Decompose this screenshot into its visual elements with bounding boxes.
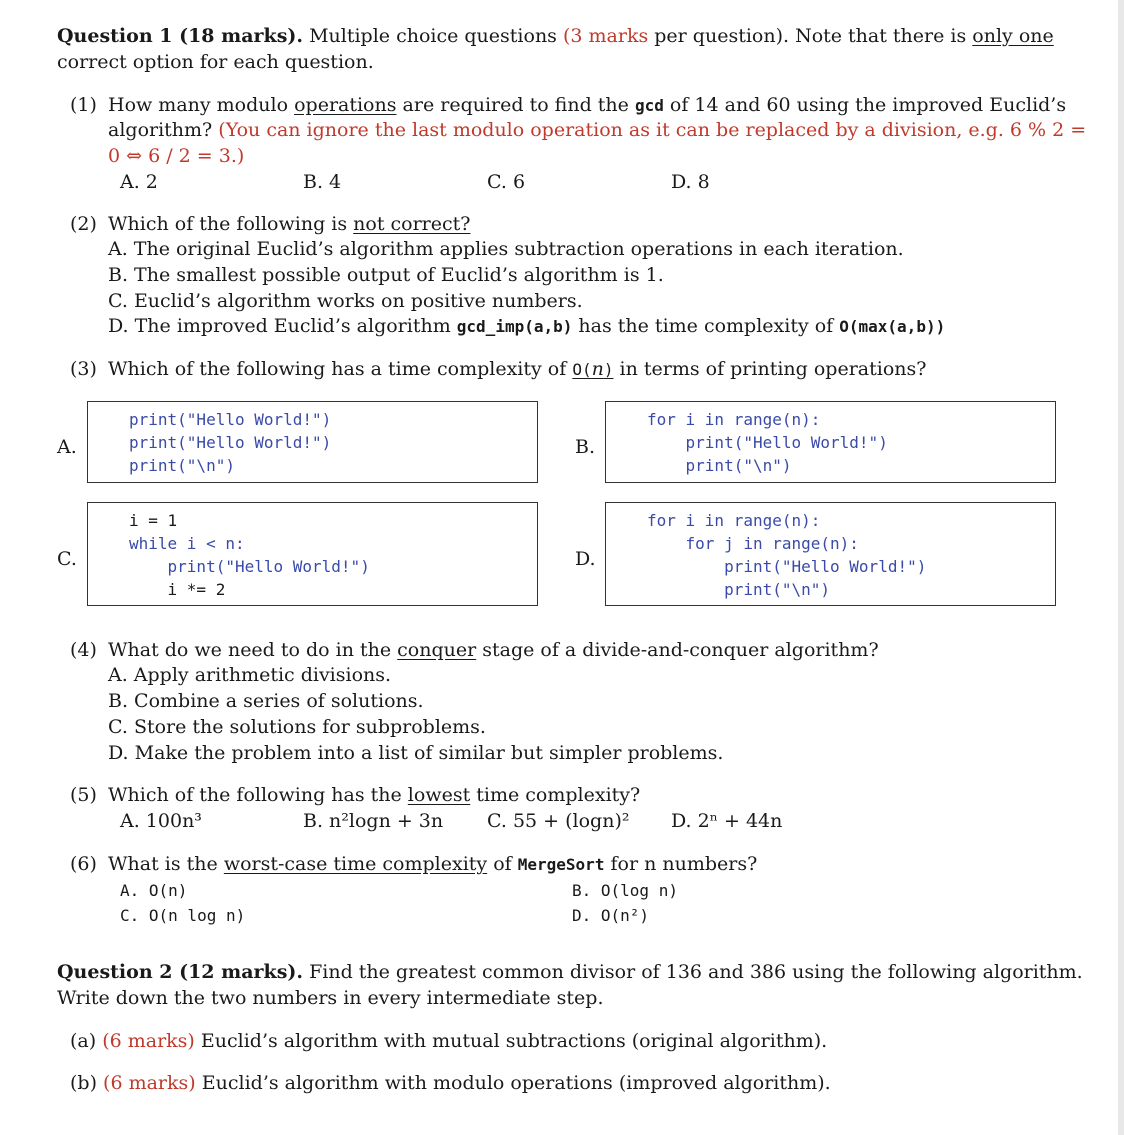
p3-num: (3) bbox=[70, 358, 97, 380]
p1-t2: algorithm? bbox=[108, 119, 213, 141]
code-box-d bbox=[605, 502, 1056, 606]
code-c-line: while i < n: bbox=[129, 534, 245, 553]
p3-label-a: A. bbox=[57, 436, 77, 458]
q1-line2: correct option for each question. bbox=[57, 51, 374, 73]
q2-part-a bbox=[70, 1028, 827, 1054]
p2-opt-d bbox=[108, 313, 945, 340]
code-a-line: print("\n") bbox=[129, 456, 235, 475]
p6-worst-case: worst-case time complexity bbox=[223, 853, 488, 875]
q2-title: Question 2 (12 marks). bbox=[57, 961, 304, 983]
code-d-line: for j in range(n): bbox=[647, 534, 859, 553]
p5-lowest: lowest bbox=[407, 784, 471, 806]
q2-a-marks: (6 marks) bbox=[102, 1030, 195, 1052]
p3-t2: in terms of printing operations? bbox=[619, 358, 927, 380]
code-d-line: print("\n") bbox=[647, 580, 831, 599]
code-a-line: print("Hello World!") bbox=[129, 433, 332, 452]
p4-num: (4) bbox=[70, 639, 97, 661]
p5-opt-d: D. 2ⁿ + 44n bbox=[671, 810, 783, 832]
p3-close: ) bbox=[603, 360, 614, 379]
p2-d2: has the time complexity of bbox=[578, 315, 834, 337]
p1-gcd: gcd bbox=[634, 96, 664, 115]
q2-b-num: (b) bbox=[70, 1072, 97, 1094]
q2-part-b bbox=[70, 1070, 831, 1096]
p2-not-correct: not correct? bbox=[353, 213, 471, 235]
p4-t1: What do we need to do in the bbox=[108, 639, 392, 661]
p1-opt-c: C. 6 bbox=[487, 171, 526, 193]
p5-opt-c: C. 55 + (logn)² bbox=[487, 810, 630, 832]
p2-opt-b: B. The smallest possible output of Euclid’s algorithm is 1. bbox=[108, 264, 664, 286]
p3-t1: Which of the following has a time complexity of bbox=[108, 358, 567, 380]
p6-mergesort: MergeSort bbox=[517, 855, 605, 874]
p3-n: n bbox=[591, 358, 604, 380]
p2-line1 bbox=[108, 211, 470, 237]
p6-t1: What is the bbox=[108, 853, 218, 875]
p3-line1 bbox=[108, 356, 926, 383]
p2-d1: D. The improved Euclid’s algorithm bbox=[108, 315, 451, 337]
p4-opt-a: A. Apply arithmetic divisions. bbox=[108, 664, 392, 686]
q1-header bbox=[57, 23, 1054, 49]
p2-opt-c: C. Euclid’s algorithm works on positive numbers. bbox=[108, 290, 583, 312]
p6-opt-a: A. O(n) bbox=[120, 881, 188, 900]
p1-t1c: of 14 and 60 using the improved Euclid’s bbox=[669, 94, 1067, 116]
code-c-line: i = 1 bbox=[129, 511, 178, 530]
p1-operations: operations bbox=[294, 94, 397, 116]
code-b-line: for i in range(n): bbox=[647, 410, 821, 429]
p6-opt-d: D. O(n²) bbox=[572, 906, 650, 925]
p1-t2-red: (You can ignore the last modulo operation as it can be replaced by a division, e.g. 6 % 2 = bbox=[218, 119, 1087, 141]
q2-b-text: Euclid’s algorithm with modulo operations (improved algorithm). bbox=[201, 1072, 831, 1094]
p3-label-b: B. bbox=[575, 436, 596, 458]
p3-label-c: C. bbox=[57, 548, 77, 570]
p2-num: (2) bbox=[70, 213, 97, 235]
p1-t1b: are required to find the bbox=[402, 94, 629, 116]
p4-opt-b: B. Combine a series of solutions. bbox=[108, 690, 424, 712]
p4-line1 bbox=[108, 637, 879, 663]
p1-opt-a: A. 2 bbox=[120, 171, 158, 193]
p6-opt-b: B. O(log n) bbox=[572, 881, 678, 900]
p5-opt-b: B. n²logn + 3n bbox=[303, 810, 444, 832]
p5-opt-a: A. 100n³ bbox=[120, 810, 202, 832]
p6-opt-c: C. O(n log n) bbox=[120, 906, 246, 925]
q1-marks-note: (3 marks bbox=[562, 25, 649, 47]
code-box-c bbox=[87, 502, 538, 606]
p1-t1: How many modulo bbox=[108, 94, 289, 116]
q1-per-question: per question). Note that there is bbox=[654, 25, 967, 47]
p6-num: (6) bbox=[70, 853, 97, 875]
p2-t1: Which of the following is bbox=[108, 213, 348, 235]
q2-a-num: (a) bbox=[70, 1030, 97, 1052]
p1-num: (1) bbox=[70, 94, 97, 116]
p6-t1c: for n numbers? bbox=[610, 853, 758, 875]
p5-t1: Which of the following has the bbox=[108, 784, 402, 806]
p4-opt-d: D. Make the problem into a list of similar but simpler problems. bbox=[108, 742, 724, 764]
p2-d-bigo: O(max(a,b)) bbox=[839, 317, 946, 336]
p4-conquer: conquer bbox=[397, 639, 477, 661]
p4-t1b: stage of a divide-and-conquer algorithm? bbox=[482, 639, 879, 661]
q2-a-text: Euclid’s algorithm with mutual subtractions (original algorithm). bbox=[200, 1030, 828, 1052]
q1-only-one: only one bbox=[972, 25, 1054, 47]
p5-t1b: time complexity? bbox=[476, 784, 641, 806]
p4-opt-c: C. Store the solutions for subproblems. bbox=[108, 716, 486, 738]
code-c-line: i *= 2 bbox=[129, 580, 226, 599]
p3-label-d: D. bbox=[575, 548, 596, 570]
q1-title: Question 1 (18 marks). bbox=[57, 25, 304, 47]
q2-t1: Find the greatest common divisor of 136 and 386 using the following algorithm. bbox=[309, 961, 1083, 983]
p1-line2 bbox=[108, 117, 1086, 143]
p3-o: O( bbox=[572, 360, 592, 379]
code-box-a bbox=[87, 401, 538, 483]
q2-b-marks: (6 marks) bbox=[103, 1072, 196, 1094]
p6-line1 bbox=[108, 851, 757, 878]
p2-opt-a: A. The original Euclid’s algorithm applies subtraction operations in each iteration. bbox=[108, 238, 904, 260]
p2-d-code: gcd_imp(a,b) bbox=[456, 317, 573, 336]
code-box-b bbox=[605, 401, 1056, 483]
code-d-line: print("Hello World!") bbox=[647, 557, 927, 576]
code-d-line: for i in range(n): bbox=[647, 511, 821, 530]
p1-opt-d: D. 8 bbox=[671, 171, 710, 193]
p5-line1 bbox=[108, 782, 640, 808]
code-b-line: print("Hello World!") bbox=[647, 433, 888, 452]
page-edge bbox=[1118, 0, 1124, 1135]
q2-line2: Write down the two numbers in every intermediate step. bbox=[57, 987, 604, 1009]
code-c-line: print("Hello World!") bbox=[129, 557, 370, 576]
p1-line1 bbox=[108, 92, 1066, 119]
code-b-line: print("\n") bbox=[647, 456, 792, 475]
q1-intro: Multiple choice questions bbox=[309, 25, 557, 47]
p1-opt-b: B. 4 bbox=[303, 171, 342, 193]
p1-line3: 0 ⇔ 6 / 2 = 3.) bbox=[108, 145, 245, 167]
code-a-line: print("Hello World!") bbox=[129, 410, 332, 429]
q2-line1 bbox=[57, 959, 1083, 985]
p5-num: (5) bbox=[70, 784, 97, 806]
p6-t1b: of bbox=[493, 853, 512, 875]
